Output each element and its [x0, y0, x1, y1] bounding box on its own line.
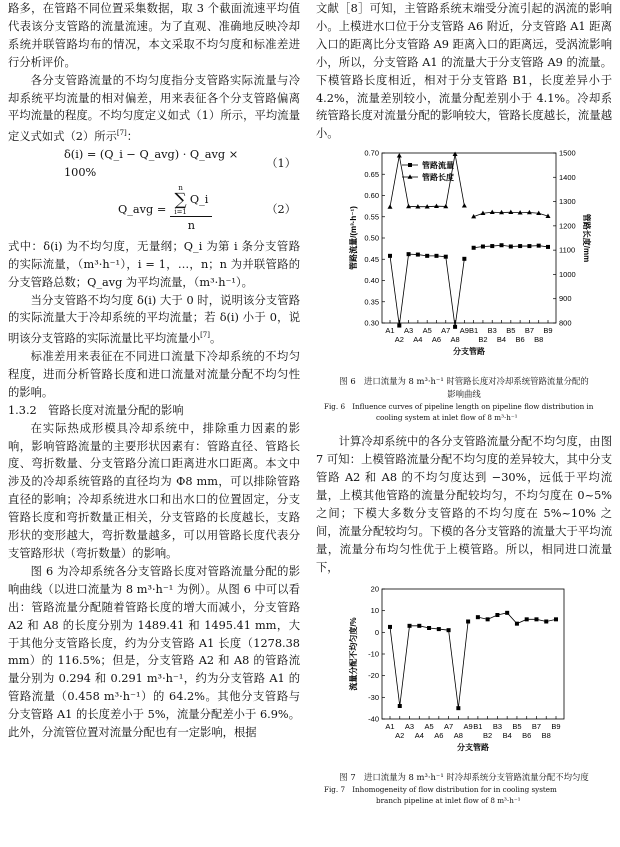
- data-point: [434, 254, 438, 258]
- y2-tick-label: 1300: [559, 197, 576, 207]
- x-tick-label: B6: [515, 335, 525, 345]
- paragraph: 式中：δ(i) 为不均匀度，无量纲；Q_i 为第 i 条分支管路的实际流量，（m³·h⁻¹），i = 1，…，n；n 为并联管路的分支管路总数；Q_avg 为平均流量，（m³·h⁻¹）。: [8, 239, 300, 289]
- y-tick-label: 0.50: [364, 233, 379, 243]
- data-point: [408, 623, 412, 627]
- equation-1: [8, 146, 300, 182]
- data-point: [456, 706, 460, 710]
- x-tick-label: A5: [424, 721, 434, 731]
- y-axis-label: 流量分配不均匀度/%: [349, 616, 358, 691]
- legend-label: 管路流量: [422, 161, 454, 171]
- x-tick-label: A3: [404, 721, 415, 731]
- fraction: n ∑ i=1 Q_i n: [170, 184, 212, 235]
- data-point: [398, 704, 402, 708]
- legend-label: 管路长度: [422, 173, 454, 183]
- y-tick-label: -30: [368, 692, 379, 702]
- x-axis-label: 分支管路: [453, 347, 485, 357]
- x-tick-label: A2: [394, 335, 404, 345]
- paragraph: 标准差用来表征在不同进口流量下冷却系统的不均匀程度，进而分析管路长度和进口流量对流量分配不均匀性的影响。: [8, 350, 300, 399]
- x-tick-label: B2: [483, 730, 493, 740]
- paragraph: 文献［8］可知，主管路系统末端受分流引起的涡流的影响小。上模进水口位于分支管路 A6 附近，分支管路 A1 距离入口的距离比分支管路 A9 距离入口的距离远，受涡流影响小，所以，分支管路 A1 的流量大于分支管路 A9 的流量。下模管路长度相近，相对于分支管路 B1，长度差异小于 4.2%，流量差别较小，流量分配差别小于 4.1%。冷却系统管路长度对流量分配的影响较大，管路长度越长，流量越小。: [316, 2, 612, 141]
- paragraph: 图 6 为冷却系统各分支管路长度对管路流量分配的影响曲线（以进口流量为 8 m³·h⁻¹ 为例）。从图 6 中可以看出：管路流量分配随着管路长度的增大而减小，分支管路 A2 和 A8 的长度分别为 1489.41 和 1495.41 mm，大于其他分支管路长度，约为分支管路 A1 长度（1278.38 mm）的 116.5%；但是，分支管路 A2 和 A8 的管路流量分别为 0.294 和 0.291 m³·h⁻¹，约为分支管路 A1 的管路流量（0.458 m³·h⁻¹）的 64.2%。其他分支管路与分支管路 A1 的长度差小于 5%，流量分配差小于 6.9%。此外，分流管位置对流量分配也有一定影响，根据: [8, 564, 300, 740]
- x-tick-label: A9: [459, 326, 469, 336]
- x-tick-label: B9: [543, 326, 553, 336]
- data-point: [425, 254, 429, 258]
- data-point: [462, 203, 467, 207]
- x-tick-label: B5: [512, 721, 522, 731]
- figure-7: [316, 577, 612, 771]
- x-axis-label: 分支管路: [457, 742, 489, 752]
- data-point: [406, 204, 411, 208]
- data-point: [416, 253, 420, 257]
- figure-6: [316, 143, 612, 375]
- data-point: [481, 245, 485, 249]
- data-point: [554, 617, 558, 621]
- y-tick-label: 0.65: [364, 170, 379, 179]
- x-tick-label: B5: [506, 326, 516, 336]
- sum-symbol: n ∑ i=1: [174, 184, 187, 217]
- data-point: [518, 244, 522, 248]
- data-point: [388, 624, 392, 628]
- data-point: [427, 626, 431, 630]
- data-point: [417, 623, 421, 627]
- y-tick-label: 0.45: [364, 255, 379, 264]
- x-tick-label: A2: [395, 730, 405, 740]
- data-point: [397, 153, 402, 157]
- x-tick-label: A9: [463, 721, 473, 731]
- figure-7-chart: [316, 577, 612, 771]
- data-point: [546, 245, 550, 249]
- data-point: [453, 152, 458, 156]
- x-tick-label: B4: [496, 335, 507, 345]
- data-point: [462, 257, 466, 261]
- data-point: [444, 255, 448, 259]
- data-point: [534, 617, 538, 621]
- legend-marker: [408, 163, 412, 167]
- paragraph: 各分支管路流量的不均匀度指分支管路实际流量与冷却系统平均流量的相对偏差，用来表征各个分支管路偏离平均流量的程度。不均匀度定义如式（1）所示，平均流量定义式如式（2）所示[7]：: [8, 73, 300, 144]
- x-tick-label: A3: [403, 326, 414, 336]
- y-tick-label: -10: [368, 649, 379, 658]
- data-point: [407, 252, 411, 256]
- x-tick-label: A5: [422, 326, 432, 336]
- paragraph: 路多，在管路不同位置采集数据，取 3 个截面流速平均值代表该分支管路的流量流速。为了直观、准确地反映冷却系统并联管路均布的情况，本文采取不均匀度和标准差进行分析评价。: [8, 2, 300, 69]
- data-point: [537, 244, 541, 248]
- y-tick-label: -20: [368, 670, 379, 680]
- y2-axis-label: 管路长度/mm: [582, 214, 591, 263]
- figure-7-caption: 图 7 进口流量为 8 m³·h⁻¹ 时冷却系统分支管路流量分配不均匀度: [339, 771, 589, 782]
- equation-lhs: Q_avg =: [118, 202, 167, 216]
- y-tick-label: 0.35: [364, 297, 379, 307]
- data-point: [434, 204, 439, 208]
- data-point: [447, 628, 451, 632]
- figure-7-caption-en: Fig. 7 Inhomogeneity of flow distribution for in cooling system branch pipeline at inlet flow of 8 m³·h⁻¹: [324, 784, 557, 805]
- data-point: [527, 210, 532, 214]
- data-point: [490, 210, 495, 214]
- equation-2: [8, 182, 300, 238]
- data-point: [388, 205, 393, 209]
- data-point: [515, 621, 519, 625]
- x-tick-label: B7: [531, 721, 542, 731]
- x-tick-label: B8: [534, 335, 544, 345]
- y2-tick-label: 1100: [559, 245, 576, 255]
- y-tick-label: 20: [370, 584, 379, 593]
- x-tick-label: B1: [473, 721, 483, 731]
- figure-6-caption: 图 6 进口流量为 8 m³·h⁻¹ 时管路长度对冷却系统管路流量分配的影响曲线: [339, 376, 589, 400]
- data-point: [486, 617, 490, 621]
- equation-body: δ(i) = (Q_i − Q_avg) · Q_avg × 100%: [64, 148, 239, 179]
- y-tick-label: 0.70: [364, 148, 379, 158]
- data-point: [527, 244, 531, 248]
- y-tick-label: -40: [368, 714, 379, 723]
- data-point: [453, 325, 457, 329]
- x-tick-label: A6: [431, 335, 442, 345]
- y-axis-label: 管路流量/(m³·h⁻¹): [349, 206, 358, 271]
- y2-tick-label: 1000: [559, 270, 576, 280]
- data-point: [509, 245, 513, 249]
- x-tick-label: A1: [385, 326, 395, 336]
- x-tick-label: B7: [524, 326, 535, 336]
- x-tick-label: B3: [487, 326, 497, 336]
- x-tick-label: B2: [478, 335, 488, 345]
- plot-frame: [382, 589, 564, 719]
- x-tick-label: B9: [551, 721, 561, 731]
- series-line: [390, 621, 468, 708]
- data-point: [388, 254, 392, 258]
- section-heading: 1.3.2 管路长度对流量分配的影响: [8, 403, 184, 417]
- y-tick-label: 0.60: [364, 191, 379, 201]
- data-point: [500, 243, 504, 247]
- data-point: [472, 246, 476, 250]
- x-tick-label: A7: [441, 326, 451, 336]
- figure-6-caption-en: Fig. 6 Influence curves of pipeline length on pipeline flow distribution in cooling system at inlet flow of 8 m³·h⁻¹: [324, 402, 594, 423]
- x-tick-label: A6: [434, 730, 444, 740]
- data-point: [466, 619, 470, 623]
- data-point: [476, 615, 480, 619]
- x-tick-label: B6: [522, 730, 532, 740]
- x-tick-label: A4: [413, 335, 423, 345]
- figure-6-chart: [316, 143, 612, 375]
- equation-number: （1）: [266, 156, 296, 170]
- y-tick-label: 0.40: [364, 276, 379, 286]
- x-tick-label: B8: [541, 730, 551, 740]
- x-tick-label: B3: [492, 721, 503, 731]
- x-tick-label: B4: [502, 730, 512, 740]
- y-tick-label: 0: [374, 627, 379, 637]
- x-tick-label: A8: [450, 335, 460, 345]
- data-point: [544, 619, 548, 623]
- citation: [7]: [200, 331, 210, 340]
- paragraph: 当分支管路不均匀度 δ(i) 大于 0 时，说明该分支管路的实际流量大于冷却系统的平均流量；若 δ(i) 小于 0，说明该分支管路的实际流量比平均流量小[7]。: [8, 293, 300, 346]
- data-point: [437, 627, 441, 631]
- y-tick-label: 0.30: [364, 318, 379, 328]
- equation-number: （2）: [266, 202, 296, 216]
- data-point: [397, 324, 401, 328]
- data-point: [508, 210, 513, 214]
- paragraph: 计算冷却系统中的各分支管路流量分配不均匀度，由图 7 可知：上模管路流量分配不均匀度的差异较大，其中分支管路 A2 和 A8 的不均匀度达到 −30%，远低于平均流量，上模其他管路的流量分配较均匀，不均匀度在 0~5% 之间；下模大多数分支管路的不均匀度在 5%~10% 之间，流量分配较均匀。下模的各分支管路的流量大于平均流量，流量分布均匀性优于上模管路。所以，相同进口流量下，: [316, 435, 612, 574]
- series-line: [390, 254, 464, 327]
- x-tick-label: A1: [385, 721, 395, 731]
- x-tick-label: A7: [443, 721, 454, 731]
- y-tick-label: 10: [370, 605, 379, 615]
- data-point: [505, 610, 509, 614]
- x-tick-label: B1: [469, 326, 479, 336]
- right-column: [316, 0, 612, 806]
- y2-tick-label: 1500: [559, 148, 576, 158]
- y-tick-label: 0.55: [364, 212, 379, 222]
- data-point: [525, 617, 529, 621]
- left-column: [8, 0, 300, 742]
- y2-tick-label: 800: [559, 318, 572, 328]
- paragraph: 在实际热成形模具冷却系统中，排除重力因素的影响，影响管路流量的主要形状因素有：管路直径、管路长度、弯折数量、分支管路分流口距离进水口距离。本文中涉及的冷却系统管路的直径均为 Φ8 mm，可以排除管路直径的影响；冷却系统进水口和出水口的位置固定，分支管路长度和弯折数量正相关，分支管路的长度越长，支路形状的变形越大，弯折数量越多，可以用管路长度代表分支管路形状（弯折数量）的影响。: [8, 421, 300, 560]
- y2-tick-label: 900: [559, 294, 572, 304]
- y2-tick-label: 1200: [559, 221, 576, 231]
- data-point: [490, 244, 494, 248]
- x-tick-label: A4: [414, 730, 424, 740]
- x-tick-label: A8: [453, 730, 463, 740]
- data-point: [495, 613, 499, 617]
- citation: [7]: [116, 129, 127, 138]
- y2-tick-label: 1400: [559, 173, 576, 183]
